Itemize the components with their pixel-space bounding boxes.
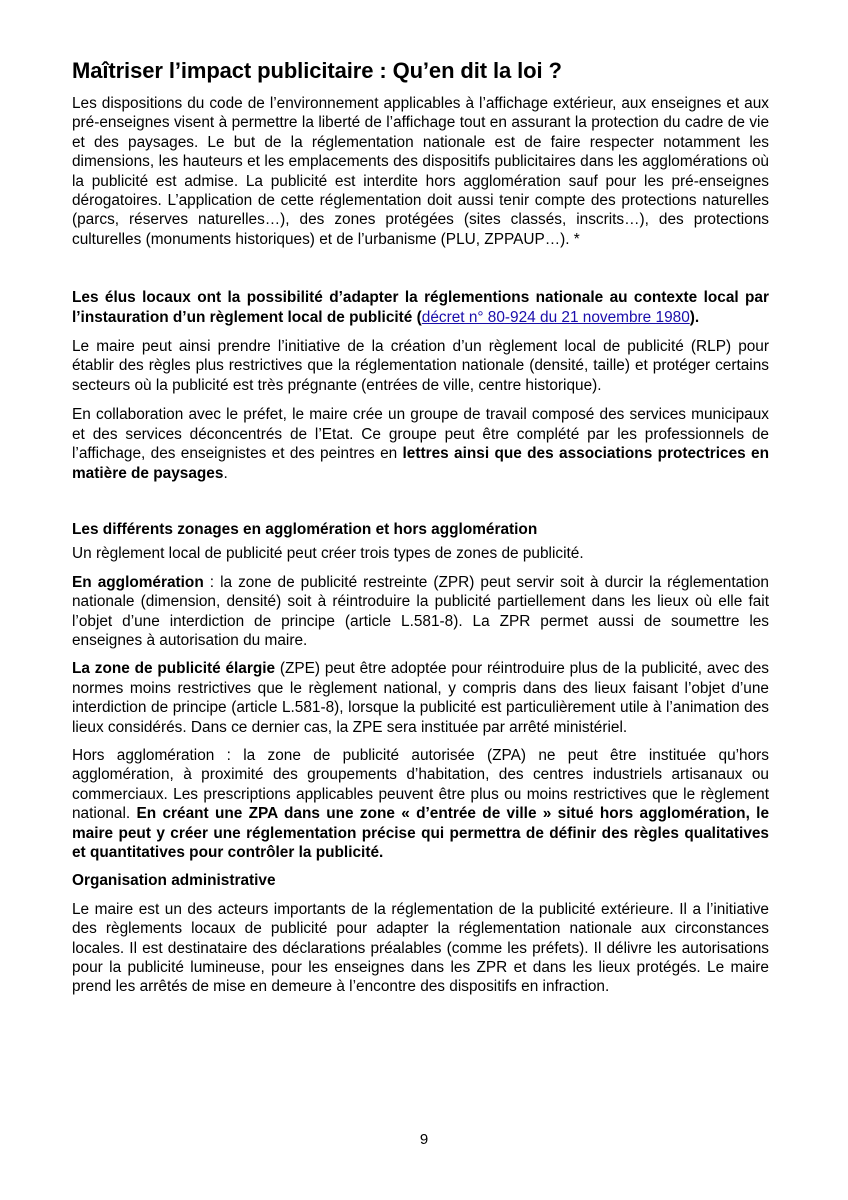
section2-p3-text: (ZPE) peut être adoptée pour réintroduire plus de la publicité, avec des normes moins restrictives que le règlement national, y compris dans des lieux faisant l’objet d’une interdiction de principe (article L.581-8), lorsque la publicité est particulièrement utile à l’animation des lieux considérés. Dans ce dernier cas, la ZPE sera instituée par arrêté ministériel.	[72, 660, 770, 736]
page-title: Maîtriser l’impact publicitaire : Qu’en dit la loi ?	[72, 58, 562, 83]
section2-p4-text: Hors agglomération : la zone de publicité autorisée (ZPA) ne peut être instituée qu’hors agglomération, à proximité des groupements d’habitation, des centres industriels artisanaux ou commerciaux. Les prescriptions applicables peuvent être plus ou moins restrictives que le règlement national.	[72, 746, 769, 823]
decret-link[interactable]: décret n° 80-924 du 21 novembre 1980	[421, 308, 690, 326]
section2-paragraph-3	[72, 659, 769, 737]
section3-heading	[72, 871, 769, 890]
section2-p2-bold: En agglomération	[72, 573, 204, 591]
section3-heading-text: Organisation administrative	[72, 872, 276, 890]
section2-heading-text: Les différents zonages en agglomération et hors agglomération	[72, 520, 538, 538]
section2-p2-text: : la zone de publicité restreinte (ZPR) peut servir soit à durcir la réglementation nationale (dimension, densité) soit à réintroduire la publicité partiellement dans les lieux où elle fait l’objet d’une interdiction de principe (article L.581-8). La ZPR permet aussi de soumettre les enseignes à autorisation du maire.	[72, 573, 769, 649]
section2-paragraph-2	[72, 573, 769, 651]
section1-p2-text: En collaboration avec le préfet, le maire crée un groupe de travail composé des services municipaux et des services déconcentrés de l’Etat. Ce groupe peut être complété par les professionnels de l’affichage, des enseignistes et des peintres en	[72, 406, 769, 463]
section2-paragraph-1: Un règlement local de publicité peut créer trois types de zones de publicité.	[72, 545, 584, 563]
section1-p2-bold: lettres ainsi que des associations protectrices en matière de paysages	[72, 445, 769, 482]
section1-paragraph-1: Le maire peut ainsi prendre l’initiative de la création d’un règlement local de publicité (RLP) pour établir des règles plus restrictives que la réglementation nationale (densité, taille) et protéger certains secteurs où la publicité est très prégnante (entrées de ville, centre historique).	[72, 338, 769, 394]
section2-p3-bold: La zone de publicité élargie	[72, 660, 276, 678]
intro-paragraph: Les dispositions du code de l’environnement applicables à l’affichage extérieur, aux enseignes et aux pré-enseignes visent à permettre la liberté de l’affichage tout en assurant la protection du cadre de vie et des paysages. Le but de la réglementation nationale est de faire respecter notamment les dimensions, les hauteurs et les emplacements des dispositifs publicitaires dans les agglomérations où la publicité est admise. La publicité est interdite hors agglomération sauf pour les pré-enseignes dérogatoires. L’application de cette réglementation doit aussi tenir compte des protections naturelles (parcs, réserves naturelles…), des zones protégées (sites classés, inscrits…), des protections culturelles (monuments historiques) et de l’urbanisme (PLU, ZPPAUP…). *	[72, 95, 769, 248]
section1-heading	[72, 288, 769, 327]
page-number: 9	[419, 1131, 429, 1148]
section2-paragraph-4	[72, 746, 769, 862]
section1-heading-end: ).	[689, 308, 700, 326]
section1-p2-end: .	[223, 464, 228, 482]
section2-heading	[72, 520, 769, 539]
section3-paragraph-1: Le maire est un des acteurs importants de la réglementation de la publicité extérieure. Il a l’initiative des règlements locaux de publicité pour adapter la réglementation nationale aux circonstances locales. Il est destinataire des déclarations préalables (comme les préfets). Il délivre les autorisations pour la publicité lumineuse, pour les enseignes dans les ZPR et dans les lieux protégés. Le maire prend les arrêtés de mise en demeure à l’encontre des dispositifs en infraction.	[72, 900, 769, 996]
section1-paragraph-2	[72, 405, 769, 483]
section2-p4-bold: En créant une ZPA dans une zone « d’entrée de ville » situé hors agglomération, le maire peut y créer une réglementation précise qui permettra de définir des règles qualitatives et quantitatives pour contrôler la publicité.	[72, 805, 770, 861]
document-page	[72, 58, 769, 997]
section1-heading-text: Les élus locaux ont la possibilité d’adapter la réglementions nationale au contexte local par l’instauration d’un règlement local de publicité (	[72, 289, 769, 326]
